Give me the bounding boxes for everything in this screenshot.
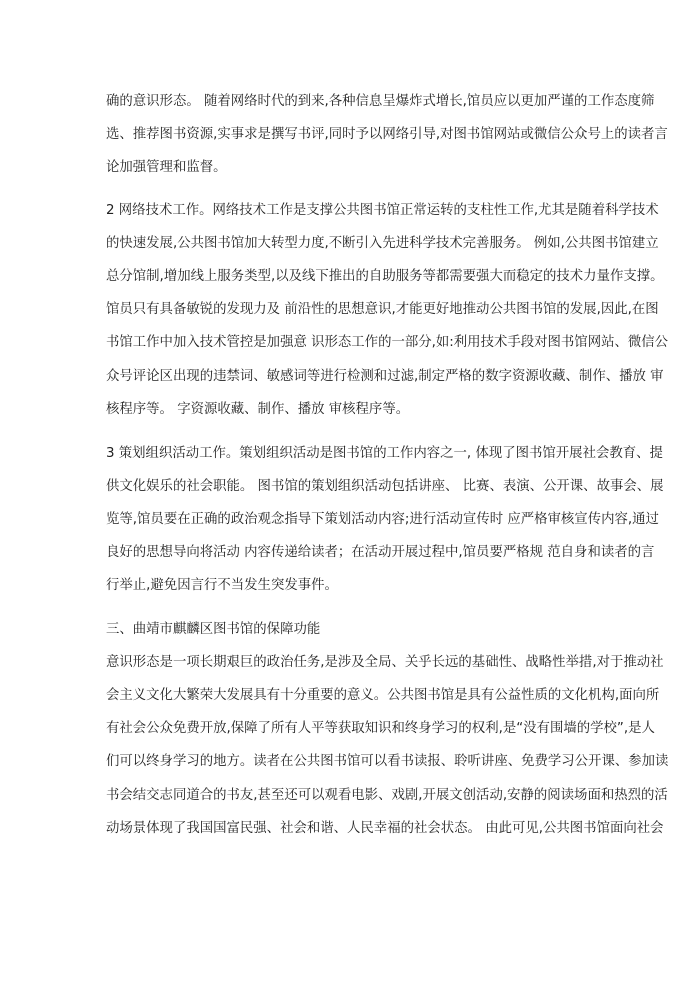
text-line-5: 的快速发展,公共图书馆加大转型力度,不断引入先进科学技术完善服务。 例如,公共图书馆建立 [106,236,659,251]
text-line-11: 3 策划组织活动工作。策划组织活动是图书馆的工作内容之一, 体现了图书馆开展社会教育、提 [106,446,663,461]
text-line-18: 会主义文化大繁荣大发展具有十分重要的意义。公共图书馆是具有公益性质的文化机构,面向所 [106,688,660,703]
text-line-10: 核程序等。 字资源收藏、制作、播放 审核程序等。 [106,402,410,417]
text-line-4: 2 网络技术工作。网络技术工作是支撑公共图书馆正常运转的支柱性工作,尤其是随着科学技术 [106,203,659,218]
text-line-17: 意识形态是一项长期艰巨的政治任务,是涉及全局、关乎长远的基础性、战略性举措,对于推动社 [106,655,664,670]
text-line-2: 选、推荐图书资源,实事求是撰写书评,同时予以网络引导,对图书馆网站或微信公众号上的读者言 [106,127,668,142]
text-line-13: 览等,馆员要在正确的政治观念指导下策划活动内容;进行活动宣传时 应严格审核宣传内容,通过 [106,512,659,527]
text-line-8: 书馆工作中加入技术管控是加强意 识形态工作的一部分,如:利用技术手段对图书馆网站、微信公 [106,335,669,350]
section-heading: 三、曲靖市麒麟区图书馆的保障功能 [106,622,321,637]
text-line-12: 供文化娱乐的社会职能。 图书馆的策划组织活动包括讲座、 比赛、表演、公开课、故事会、展 [106,479,664,494]
text-line-9: 众号评论区出现的违禁词、敏感词等进行检测和过滤,制定严格的数字资源收藏、制作、播放 审 [106,369,664,384]
text-line-14: 良好的思想导向将活动 内容传递给读者；在活动开展过程中,馆员要严格规 范自身和读者的言 [106,545,655,560]
text-line-7: 馆员只有具备敏锐的发现力及 前沿性的思想意识,才能更好地推动公共图书馆的发展,因此,在图 [106,302,659,317]
text-line-21: 书会结交志同道合的书友,甚至还可以观看电影、戏剧,开展文创活动,安静的阅读场面和热烈的活 [106,788,668,803]
text-line-20: 们可以终身学习的地方。读者在公共图书馆可以看书读报、聆听讲座、免费学习公开课、参加读 [106,754,669,769]
text-line-19: 有社会公众免费开放,保障了所有人平等获取知识和终身学习的权利,是“没有围墙的学校”,是人 [106,721,655,736]
text-line-3: 论加强管理和监督。 [106,160,227,175]
text-line-6: 总分馆制,增加线上服务类型,以及线下推出的自助服务等都需要强大而稳定的技术力量作支撑。 [106,269,664,284]
text-line-1: 确的意识形态。 随着网络时代的到来,各种信息呈爆炸式增长,馆员应以更加严谨的工作态度筛 [106,94,655,109]
text-line-15: 行举止,避免因言行不当发生突发事件。 [106,578,338,593]
text-line-22: 动场景体现了我国国富民强、社会和谐、人民幸福的社会状态。 由此可见,公共图书馆面向社会 [106,821,664,836]
